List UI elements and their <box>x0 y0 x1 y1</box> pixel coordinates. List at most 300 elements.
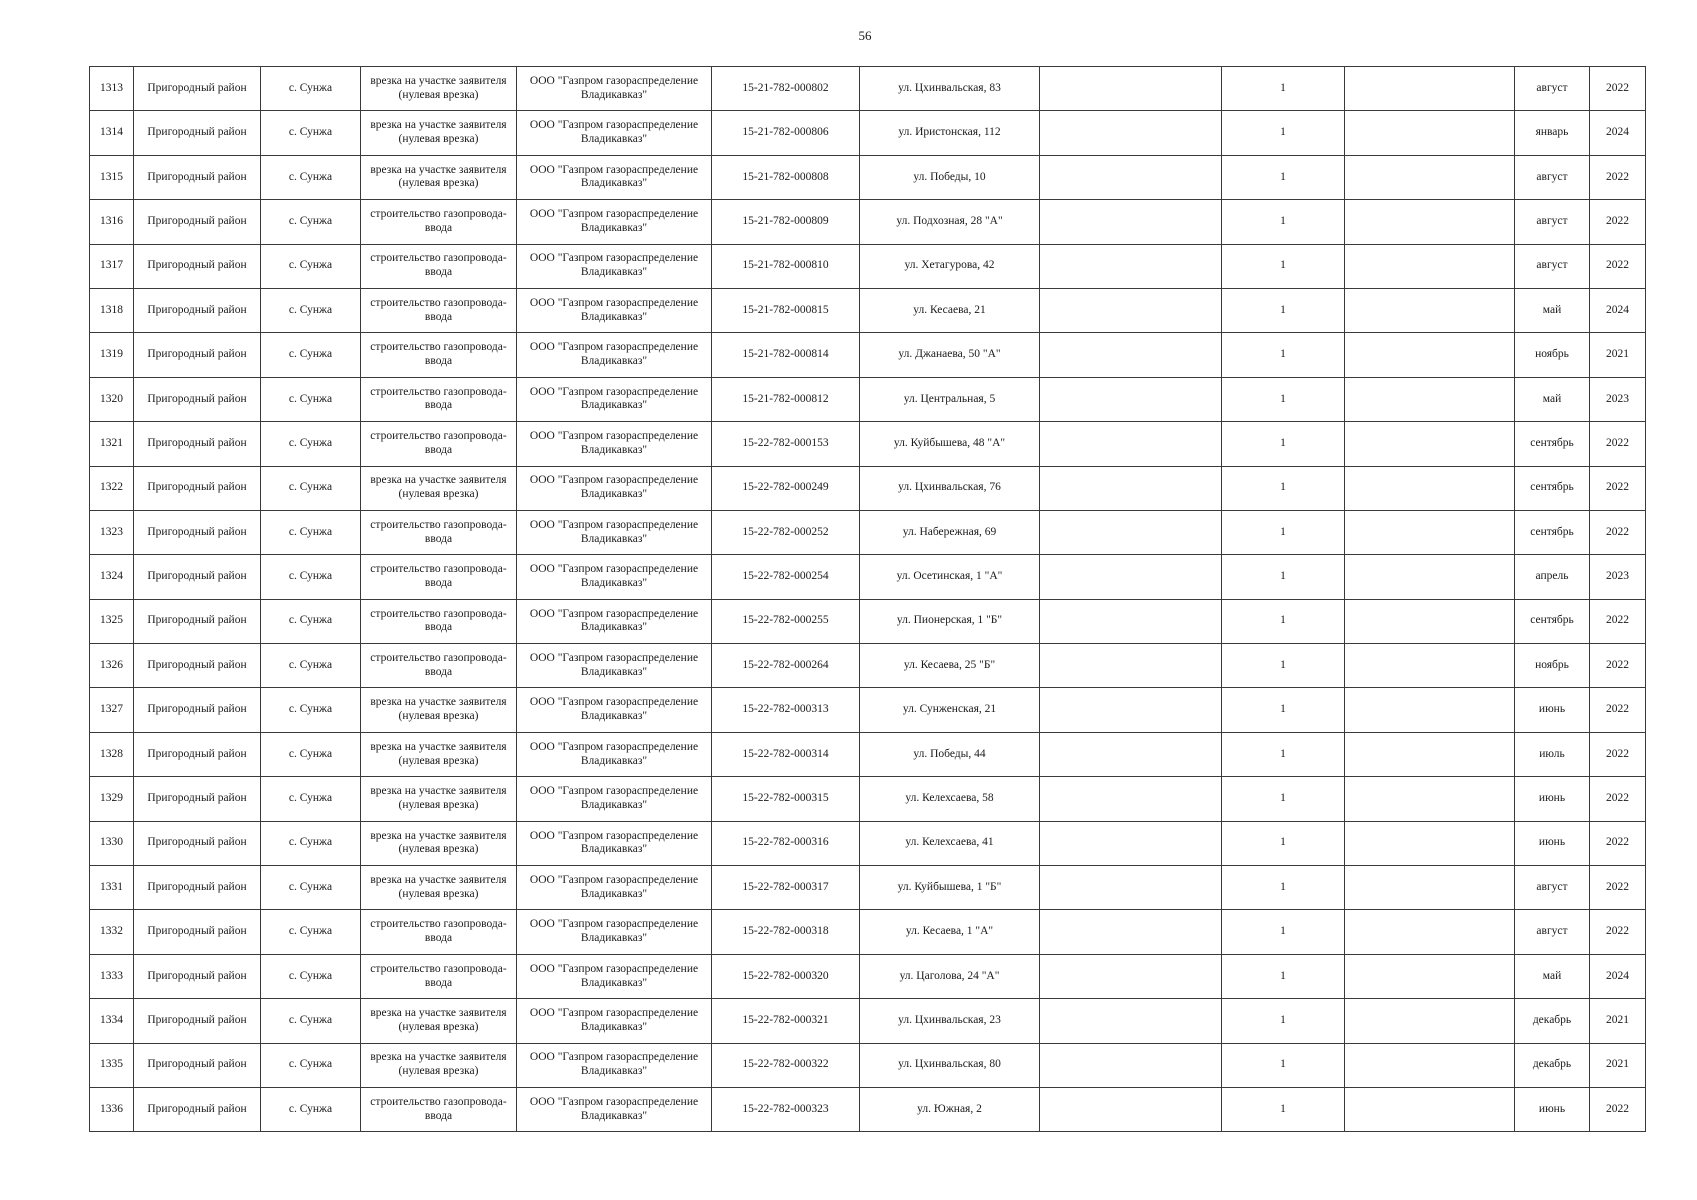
cell-address: ул. Сунженская, 21 <box>860 688 1040 732</box>
cell-work-type: врезка на участке заявителя (нулевая врезка) <box>361 999 517 1043</box>
cell-registration-code: 15-22-782-000315 <box>712 777 860 821</box>
cell-row-number: 1319 <box>90 333 134 377</box>
cell-empty-1 <box>1040 155 1222 199</box>
cell-row-number: 1331 <box>90 866 134 910</box>
cell-locality: с. Сунжа <box>261 288 361 332</box>
cell-work-type: врезка на участке заявителя (нулевая врезка) <box>361 466 517 510</box>
cell-work-type: строительство газопровода-ввода <box>361 288 517 332</box>
cell-registration-code: 15-22-782-000255 <box>712 599 860 643</box>
cell-quantity: 1 <box>1222 555 1345 599</box>
cell-organization: ООО "Газпром газораспределение Владикавказ" <box>517 821 712 865</box>
cell-quantity: 1 <box>1222 866 1345 910</box>
cell-organization: ООО "Газпром газораспределение Владикавказ" <box>517 244 712 288</box>
cell-organization: ООО "Газпром газораспределение Владикавказ" <box>517 67 712 111</box>
cell-organization: ООО "Газпром газораспределение Владикавказ" <box>517 466 712 510</box>
cell-year: 2021 <box>1590 333 1646 377</box>
cell-registration-code: 15-22-782-000321 <box>712 999 860 1043</box>
cell-year: 2022 <box>1590 910 1646 954</box>
cell-empty-1 <box>1040 688 1222 732</box>
cell-year: 2023 <box>1590 377 1646 421</box>
cell-row-number: 1325 <box>90 599 134 643</box>
cell-row-number: 1324 <box>90 555 134 599</box>
cell-quantity: 1 <box>1222 999 1345 1043</box>
cell-empty-2 <box>1345 510 1515 554</box>
cell-row-number: 1334 <box>90 999 134 1043</box>
cell-year: 2021 <box>1590 1043 1646 1087</box>
cell-month: август <box>1515 244 1590 288</box>
cell-empty-2 <box>1345 111 1515 155</box>
cell-quantity: 1 <box>1222 732 1345 776</box>
cell-quantity: 1 <box>1222 688 1345 732</box>
cell-district: Пригородный район <box>134 1043 261 1087</box>
cell-empty-2 <box>1345 821 1515 865</box>
registry-table <box>89 66 1646 1132</box>
cell-row-number: 1336 <box>90 1087 134 1131</box>
cell-work-type: врезка на участке заявителя (нулевая врезка) <box>361 821 517 865</box>
cell-empty-2 <box>1345 1087 1515 1131</box>
cell-month: август <box>1515 67 1590 111</box>
cell-locality: с. Сунжа <box>261 244 361 288</box>
cell-organization: ООО "Газпром газораспределение Владикавказ" <box>517 333 712 377</box>
cell-registration-code: 15-22-782-000153 <box>712 422 860 466</box>
cell-quantity: 1 <box>1222 510 1345 554</box>
cell-address: ул. Подхозная, 28 "А" <box>860 200 1040 244</box>
cell-work-type: строительство газопровода-ввода <box>361 1087 517 1131</box>
cell-organization: ООО "Газпром газораспределение Владикавказ" <box>517 200 712 244</box>
cell-quantity: 1 <box>1222 954 1345 998</box>
table-row <box>90 155 1646 199</box>
cell-address: ул. Пионерская, 1 "Б" <box>860 599 1040 643</box>
cell-district: Пригородный район <box>134 599 261 643</box>
cell-district: Пригородный район <box>134 288 261 332</box>
cell-work-type: строительство газопровода-ввода <box>361 244 517 288</box>
cell-locality: с. Сунжа <box>261 555 361 599</box>
cell-empty-1 <box>1040 466 1222 510</box>
cell-registration-code: 15-21-782-000812 <box>712 377 860 421</box>
table-row <box>90 866 1646 910</box>
cell-organization: ООО "Газпром газораспределение Владикавказ" <box>517 288 712 332</box>
cell-empty-1 <box>1040 555 1222 599</box>
cell-year: 2022 <box>1590 821 1646 865</box>
cell-locality: с. Сунжа <box>261 954 361 998</box>
cell-address: ул. Джанаева, 50 "А" <box>860 333 1040 377</box>
cell-locality: с. Сунжа <box>261 510 361 554</box>
cell-year: 2022 <box>1590 688 1646 732</box>
cell-empty-1 <box>1040 954 1222 998</box>
cell-district: Пригородный район <box>134 466 261 510</box>
cell-registration-code: 15-21-782-000814 <box>712 333 860 377</box>
cell-year: 2022 <box>1590 644 1646 688</box>
cell-address: ул. Келехсаева, 41 <box>860 821 1040 865</box>
cell-quantity: 1 <box>1222 377 1345 421</box>
cell-row-number: 1313 <box>90 67 134 111</box>
cell-empty-1 <box>1040 732 1222 776</box>
cell-district: Пригородный район <box>134 866 261 910</box>
cell-empty-2 <box>1345 200 1515 244</box>
cell-quantity: 1 <box>1222 466 1345 510</box>
cell-quantity: 1 <box>1222 910 1345 954</box>
cell-district: Пригородный район <box>134 422 261 466</box>
cell-year: 2022 <box>1590 777 1646 821</box>
cell-empty-2 <box>1345 333 1515 377</box>
cell-empty-2 <box>1345 466 1515 510</box>
cell-address: ул. Цаголова, 24 "А" <box>860 954 1040 998</box>
cell-year: 2022 <box>1590 1087 1646 1131</box>
cell-locality: с. Сунжа <box>261 821 361 865</box>
cell-district: Пригородный район <box>134 555 261 599</box>
table-row <box>90 821 1646 865</box>
cell-registration-code: 15-22-782-000316 <box>712 821 860 865</box>
cell-organization: ООО "Газпром газораспределение Владикавказ" <box>517 599 712 643</box>
table-row <box>90 688 1646 732</box>
cell-registration-code: 15-21-782-000815 <box>712 288 860 332</box>
cell-work-type: врезка на участке заявителя (нулевая врезка) <box>361 688 517 732</box>
cell-work-type: строительство газопровода-ввода <box>361 555 517 599</box>
cell-month: апрель <box>1515 555 1590 599</box>
cell-empty-2 <box>1345 732 1515 776</box>
cell-organization: ООО "Газпром газораспределение Владикавказ" <box>517 555 712 599</box>
table-row <box>90 200 1646 244</box>
cell-address: ул. Центральная, 5 <box>860 377 1040 421</box>
cell-locality: с. Сунжа <box>261 732 361 776</box>
cell-month: ноябрь <box>1515 333 1590 377</box>
cell-empty-1 <box>1040 599 1222 643</box>
cell-work-type: врезка на участке заявителя (нулевая врезка) <box>361 1043 517 1087</box>
cell-work-type: строительство газопровода-ввода <box>361 954 517 998</box>
cell-month: июнь <box>1515 1087 1590 1131</box>
cell-address: ул. Цхинвальская, 76 <box>860 466 1040 510</box>
cell-registration-code: 15-22-782-000318 <box>712 910 860 954</box>
table-row <box>90 644 1646 688</box>
cell-locality: с. Сунжа <box>261 155 361 199</box>
cell-year: 2022 <box>1590 866 1646 910</box>
cell-month: май <box>1515 954 1590 998</box>
table-row <box>90 111 1646 155</box>
cell-month: август <box>1515 866 1590 910</box>
cell-row-number: 1315 <box>90 155 134 199</box>
cell-work-type: врезка на участке заявителя (нулевая врезка) <box>361 866 517 910</box>
cell-quantity: 1 <box>1222 422 1345 466</box>
cell-empty-1 <box>1040 1087 1222 1131</box>
cell-district: Пригородный район <box>134 688 261 732</box>
cell-address: ул. Иристонская, 112 <box>860 111 1040 155</box>
cell-locality: с. Сунжа <box>261 599 361 643</box>
cell-empty-2 <box>1345 555 1515 599</box>
cell-district: Пригородный район <box>134 910 261 954</box>
cell-row-number: 1326 <box>90 644 134 688</box>
cell-address: ул. Осетинская, 1 "А" <box>860 555 1040 599</box>
cell-registration-code: 15-21-782-000806 <box>712 111 860 155</box>
cell-registration-code: 15-21-782-000802 <box>712 67 860 111</box>
cell-empty-2 <box>1345 377 1515 421</box>
table-row <box>90 999 1646 1043</box>
cell-locality: с. Сунжа <box>261 377 361 421</box>
cell-empty-2 <box>1345 688 1515 732</box>
cell-month: сентябрь <box>1515 466 1590 510</box>
table-row <box>90 954 1646 998</box>
cell-registration-code: 15-22-782-000254 <box>712 555 860 599</box>
cell-registration-code: 15-22-782-000323 <box>712 1087 860 1131</box>
cell-locality: с. Сунжа <box>261 644 361 688</box>
table-row <box>90 599 1646 643</box>
table-row <box>90 244 1646 288</box>
cell-empty-2 <box>1345 1043 1515 1087</box>
cell-registration-code: 15-21-782-000808 <box>712 155 860 199</box>
cell-registration-code: 15-22-782-000314 <box>712 732 860 776</box>
cell-district: Пригородный район <box>134 67 261 111</box>
cell-quantity: 1 <box>1222 1087 1345 1131</box>
cell-organization: ООО "Газпром газораспределение Владикавказ" <box>517 644 712 688</box>
cell-district: Пригородный район <box>134 510 261 554</box>
cell-row-number: 1320 <box>90 377 134 421</box>
table-body <box>90 67 1646 1132</box>
cell-quantity: 1 <box>1222 777 1345 821</box>
table-row <box>90 510 1646 554</box>
cell-work-type: врезка на участке заявителя (нулевая врезка) <box>361 67 517 111</box>
cell-empty-1 <box>1040 244 1222 288</box>
cell-work-type: строительство газопровода-ввода <box>361 644 517 688</box>
cell-address: ул. Куйбышева, 1 "Б" <box>860 866 1040 910</box>
cell-registration-code: 15-22-782-000322 <box>712 1043 860 1087</box>
cell-organization: ООО "Газпром газораспределение Владикавказ" <box>517 422 712 466</box>
cell-locality: с. Сунжа <box>261 67 361 111</box>
cell-row-number: 1330 <box>90 821 134 865</box>
cell-empty-1 <box>1040 999 1222 1043</box>
cell-row-number: 1322 <box>90 466 134 510</box>
cell-organization: ООО "Газпром газораспределение Владикавказ" <box>517 155 712 199</box>
cell-quantity: 1 <box>1222 821 1345 865</box>
table-row <box>90 910 1646 954</box>
cell-registration-code: 15-21-782-000810 <box>712 244 860 288</box>
cell-empty-1 <box>1040 866 1222 910</box>
cell-quantity: 1 <box>1222 1043 1345 1087</box>
cell-year: 2022 <box>1590 200 1646 244</box>
cell-locality: с. Сунжа <box>261 910 361 954</box>
cell-month: сентябрь <box>1515 510 1590 554</box>
cell-address: ул. Кесаева, 1 "А" <box>860 910 1040 954</box>
cell-locality: с. Сунжа <box>261 111 361 155</box>
cell-work-type: строительство газопровода-ввода <box>361 910 517 954</box>
cell-work-type: строительство газопровода-ввода <box>361 200 517 244</box>
cell-quantity: 1 <box>1222 599 1345 643</box>
cell-work-type: строительство газопровода-ввода <box>361 377 517 421</box>
cell-locality: с. Сунжа <box>261 333 361 377</box>
cell-empty-2 <box>1345 954 1515 998</box>
cell-month: январь <box>1515 111 1590 155</box>
cell-month: май <box>1515 288 1590 332</box>
cell-locality: с. Сунжа <box>261 688 361 732</box>
cell-empty-2 <box>1345 288 1515 332</box>
cell-month: декабрь <box>1515 1043 1590 1087</box>
cell-registration-code: 15-21-782-000809 <box>712 200 860 244</box>
cell-organization: ООО "Газпром газораспределение Владикавказ" <box>517 1043 712 1087</box>
cell-district: Пригородный район <box>134 155 261 199</box>
cell-empty-1 <box>1040 910 1222 954</box>
cell-locality: с. Сунжа <box>261 466 361 510</box>
cell-row-number: 1316 <box>90 200 134 244</box>
cell-year: 2022 <box>1590 510 1646 554</box>
cell-empty-2 <box>1345 999 1515 1043</box>
cell-empty-2 <box>1345 67 1515 111</box>
table-row <box>90 422 1646 466</box>
cell-empty-1 <box>1040 377 1222 421</box>
cell-registration-code: 15-22-782-000264 <box>712 644 860 688</box>
cell-month: июнь <box>1515 777 1590 821</box>
cell-address: ул. Победы, 10 <box>860 155 1040 199</box>
cell-year: 2022 <box>1590 67 1646 111</box>
cell-district: Пригородный район <box>134 732 261 776</box>
cell-work-type: врезка на участке заявителя (нулевая врезка) <box>361 111 517 155</box>
cell-empty-1 <box>1040 333 1222 377</box>
cell-quantity: 1 <box>1222 67 1345 111</box>
cell-address: ул. Келехсаева, 58 <box>860 777 1040 821</box>
cell-locality: с. Сунжа <box>261 1087 361 1131</box>
cell-empty-2 <box>1345 244 1515 288</box>
cell-organization: ООО "Газпром газораспределение Владикавказ" <box>517 777 712 821</box>
cell-month: сентябрь <box>1515 422 1590 466</box>
cell-organization: ООО "Газпром газораспределение Владикавказ" <box>517 510 712 554</box>
cell-empty-1 <box>1040 422 1222 466</box>
table-row <box>90 777 1646 821</box>
cell-empty-1 <box>1040 111 1222 155</box>
cell-organization: ООО "Газпром газораспределение Владикавказ" <box>517 910 712 954</box>
cell-district: Пригородный район <box>134 644 261 688</box>
cell-empty-2 <box>1345 599 1515 643</box>
cell-row-number: 1333 <box>90 954 134 998</box>
table-row <box>90 288 1646 332</box>
cell-month: июнь <box>1515 688 1590 732</box>
cell-month: сентябрь <box>1515 599 1590 643</box>
cell-locality: с. Сунжа <box>261 999 361 1043</box>
cell-empty-1 <box>1040 510 1222 554</box>
cell-organization: ООО "Газпром газораспределение Владикавказ" <box>517 377 712 421</box>
table-row <box>90 67 1646 111</box>
cell-locality: с. Сунжа <box>261 777 361 821</box>
cell-registration-code: 15-22-782-000320 <box>712 954 860 998</box>
cell-address: ул. Куйбышева, 48 "А" <box>860 422 1040 466</box>
cell-empty-2 <box>1345 422 1515 466</box>
cell-organization: ООО "Газпром газораспределение Владикавказ" <box>517 1087 712 1131</box>
cell-row-number: 1335 <box>90 1043 134 1087</box>
cell-address: ул. Кесаева, 21 <box>860 288 1040 332</box>
cell-empty-2 <box>1345 910 1515 954</box>
cell-address: ул. Южная, 2 <box>860 1087 1040 1131</box>
cell-district: Пригородный район <box>134 377 261 421</box>
cell-month: август <box>1515 910 1590 954</box>
cell-work-type: врезка на участке заявителя (нулевая врезка) <box>361 732 517 776</box>
cell-address: ул. Цхинвальская, 83 <box>860 67 1040 111</box>
cell-registration-code: 15-22-782-000317 <box>712 866 860 910</box>
cell-address: ул. Набережная, 69 <box>860 510 1040 554</box>
cell-district: Пригородный район <box>134 333 261 377</box>
cell-row-number: 1323 <box>90 510 134 554</box>
cell-row-number: 1317 <box>90 244 134 288</box>
cell-empty-1 <box>1040 821 1222 865</box>
cell-row-number: 1329 <box>90 777 134 821</box>
cell-month: ноябрь <box>1515 644 1590 688</box>
cell-work-type: строительство газопровода-ввода <box>361 599 517 643</box>
cell-locality: с. Сунжа <box>261 866 361 910</box>
cell-organization: ООО "Газпром газораспределение Владикавказ" <box>517 866 712 910</box>
cell-organization: ООО "Газпром газораспределение Владикавказ" <box>517 732 712 776</box>
cell-district: Пригородный район <box>134 200 261 244</box>
cell-work-type: строительство газопровода-ввода <box>361 510 517 554</box>
cell-district: Пригородный район <box>134 821 261 865</box>
cell-address: ул. Цхинвальская, 23 <box>860 999 1040 1043</box>
cell-empty-1 <box>1040 777 1222 821</box>
cell-year: 2022 <box>1590 244 1646 288</box>
cell-row-number: 1318 <box>90 288 134 332</box>
cell-work-type: врезка на участке заявителя (нулевая врезка) <box>361 155 517 199</box>
cell-month: июль <box>1515 732 1590 776</box>
cell-address: ул. Цхинвальская, 80 <box>860 1043 1040 1087</box>
cell-district: Пригородный район <box>134 1087 261 1131</box>
cell-row-number: 1314 <box>90 111 134 155</box>
cell-year: 2021 <box>1590 999 1646 1043</box>
table-row <box>90 1087 1646 1131</box>
cell-year: 2022 <box>1590 422 1646 466</box>
page-number: 56 <box>858 28 872 43</box>
cell-empty-1 <box>1040 67 1222 111</box>
table-row <box>90 732 1646 776</box>
cell-registration-code: 15-22-782-000313 <box>712 688 860 732</box>
table-row <box>90 555 1646 599</box>
cell-quantity: 1 <box>1222 644 1345 688</box>
table-row <box>90 333 1646 377</box>
cell-year: 2023 <box>1590 555 1646 599</box>
cell-locality: с. Сунжа <box>261 1043 361 1087</box>
cell-month: август <box>1515 200 1590 244</box>
cell-district: Пригородный район <box>134 999 261 1043</box>
cell-quantity: 1 <box>1222 155 1345 199</box>
cell-empty-1 <box>1040 200 1222 244</box>
cell-year: 2022 <box>1590 599 1646 643</box>
cell-month: декабрь <box>1515 999 1590 1043</box>
cell-address: ул. Хетагурова, 42 <box>860 244 1040 288</box>
cell-empty-2 <box>1345 155 1515 199</box>
cell-empty-1 <box>1040 644 1222 688</box>
cell-locality: с. Сунжа <box>261 200 361 244</box>
cell-year: 2024 <box>1590 111 1646 155</box>
cell-year: 2024 <box>1590 954 1646 998</box>
cell-empty-1 <box>1040 1043 1222 1087</box>
cell-year: 2022 <box>1590 466 1646 510</box>
cell-year: 2022 <box>1590 732 1646 776</box>
cell-quantity: 1 <box>1222 200 1345 244</box>
cell-work-type: врезка на участке заявителя (нулевая врезка) <box>361 777 517 821</box>
cell-quantity: 1 <box>1222 288 1345 332</box>
table-row <box>90 1043 1646 1087</box>
cell-empty-2 <box>1345 866 1515 910</box>
cell-work-type: строительство газопровода-ввода <box>361 422 517 466</box>
table-row <box>90 466 1646 510</box>
cell-locality: с. Сунжа <box>261 422 361 466</box>
cell-row-number: 1332 <box>90 910 134 954</box>
cell-organization: ООО "Газпром газораспределение Владикавказ" <box>517 688 712 732</box>
cell-district: Пригородный район <box>134 111 261 155</box>
cell-district: Пригородный район <box>134 777 261 821</box>
table-row <box>90 377 1646 421</box>
cell-quantity: 1 <box>1222 111 1345 155</box>
cell-empty-1 <box>1040 288 1222 332</box>
cell-work-type: строительство газопровода-ввода <box>361 333 517 377</box>
cell-row-number: 1321 <box>90 422 134 466</box>
cell-organization: ООО "Газпром газораспределение Владикавказ" <box>517 954 712 998</box>
cell-address: ул. Победы, 44 <box>860 732 1040 776</box>
cell-month: май <box>1515 377 1590 421</box>
cell-registration-code: 15-22-782-000249 <box>712 466 860 510</box>
cell-quantity: 1 <box>1222 244 1345 288</box>
